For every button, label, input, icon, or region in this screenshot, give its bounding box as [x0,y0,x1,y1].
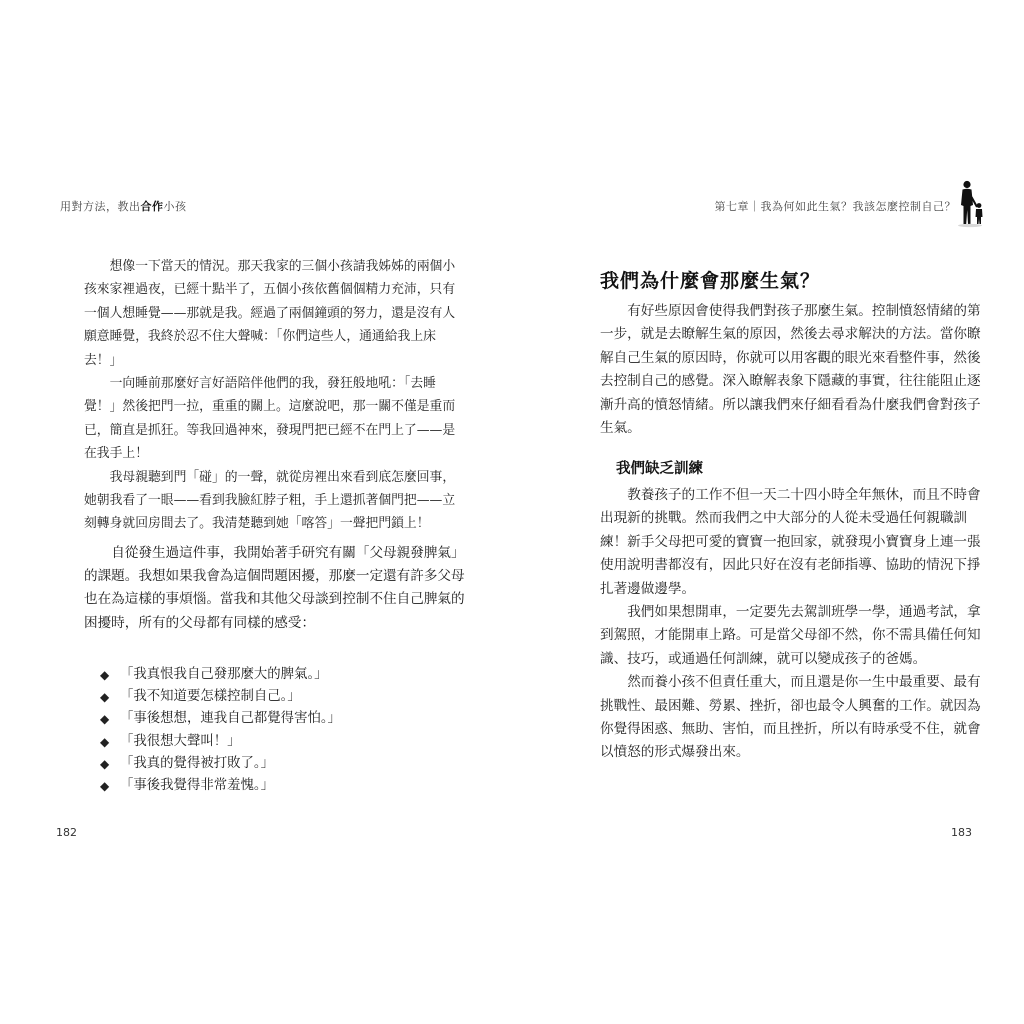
subsection-heading: 我們缺乏訓練 [616,460,703,477]
body-paragraph: 我們如果想開車，一定要先去駕訓班學一學，通過考試，拿到駕照，才能開車上路。可是當父母卻不然，你不需具備任何知識、技巧，或通過任何訓練，就可以變成孩子的爸媽。 [600,604,981,667]
list-item [100,753,480,775]
list-item-text: 「我真的覺得被打敗了。」 [120,755,274,771]
list-item [100,708,480,730]
running-head-text: 用對方法，教出 [60,200,141,213]
page-number-right: 183 [951,826,972,839]
excerpt-paragraph: 我母親聽到門「碰」的一聲，就從房裡出來看到底怎麼回事，她朝我看了一眼——看到我臉紅脖子粗，手上還抓著個門把——立刻轉身就回房間去了。我清楚聽到她「喀答」一聲把門鎖上！ [84,469,456,532]
diamond-bullet-icon: ◆ [100,756,110,771]
excerpt-paragraph: 一向睡前那麼好言好語陪伴他們的我，發狂般地吼：「去睡覺！」然後把門一拉，重重的關上。這麼說吧，那一關不僅是重而已，簡直是抓狂。等我回過神來，發現門把已經不在門上了——是在我手上！ [84,376,456,462]
right-running-head: 第七章｜我為何如此生氣？我該怎麼控制自己？ [714,200,956,213]
diamond-bullet-icon: ◆ [100,668,110,682]
diamond-bullet-icon: ◆ [100,734,110,749]
excerpt-paragraph: 想像一下當天的情況。那天我家的三個小孩請我姊姊的兩個小孩來家裡過夜，已經十點半了，五個小孩依舊個個精力充沛，只有一個人想睡覺——那就是我。經過了兩個鐘頭的努力，還是沒有人願意睡覺，我終於忍不住大聲喊：「你們這些人，通通給我上床去！」 [84,259,456,368]
quote-list [100,664,480,797]
page-number-left: 182 [56,826,77,839]
list-item-text: 「我不知道要怎樣控制自己。」 [120,689,301,705]
list-item-text: 「事後我覺得非常羞愧。」 [120,778,274,794]
section-heading: 我們為什麼會那麼生氣？ [600,270,821,292]
list-item [100,664,480,686]
running-head-suffix: 小孩 [163,200,187,213]
body-paragraph: 教養孩子的工作不但一天二十四小時全年無休，而且不時會出現新的挑戰。然而我們之中大部分的人從未受過任何親職訓練！新手父母把可愛的寶寶一抱回家，就發現小寶寶身上連一張使用說明書都沒有，因此只好在沒有老師指導、協助的情況下掙扎著邊做邊學。 [600,487,981,597]
running-head-bold: 合作 [140,200,164,213]
story-excerpt [84,255,464,536]
left-main-text [84,542,474,635]
list-item-text: 「我真恨我自己發那麼大的脾氣。」 [120,667,328,682]
list-item-text: 「我很想大聲叫！」 [120,733,241,749]
list-item-text: 「事後想想，連我自己都覺得害怕。」 [120,711,341,727]
diamond-bullet-icon: ◆ [100,712,110,727]
diamond-bullet-icon: ◆ [100,690,110,705]
parent-and-child-silhouette-icon [956,180,986,228]
diamond-bullet-icon: ◆ [100,779,110,794]
list-item [100,731,480,753]
intro-text [600,300,986,440]
subsection-text [600,484,986,765]
list-item [100,686,480,708]
body-paragraph: 然而養小孩不但責任重大，而且還是你一生中最重要、最有挑戰性、最困難、勞累、挫折，卻也最令人興奮的工作。就因為你覺得困惑、無助、害怕，而且挫折，所以有時承受不住，就會以憤怒的形式爆發出來。 [600,674,981,761]
list-item [100,775,480,797]
left-running-head [60,198,187,214]
body-paragraph: 有好些原因會使得我們對孩子那麼生氣。控制憤怒情緒的第一步，就是去瞭解生氣的原因，然後去尋求解決的方法。當你瞭解自己生氣的原因時，你就可以用客觀的眼光來看整件事，然後去控制自己的感覺。深入瞭解表象下隱藏的事實，往往能阻止逐漸升高的憤怒情緒。所以讓我們來仔細看看為什麼我們會對孩子生氣。 [600,303,981,437]
body-paragraph: 自從發生過這件事，我開始著手研究有關「父母親發脾氣」的課題。我想如果我會為這個問題困擾，那麼一定還有許多父母也在為這樣的事煩惱。當我和其他父母談到控制不住自己脾氣的困擾時，所有的父母都有同樣的感受： [84,545,465,631]
right-page [512,0,1024,1024]
